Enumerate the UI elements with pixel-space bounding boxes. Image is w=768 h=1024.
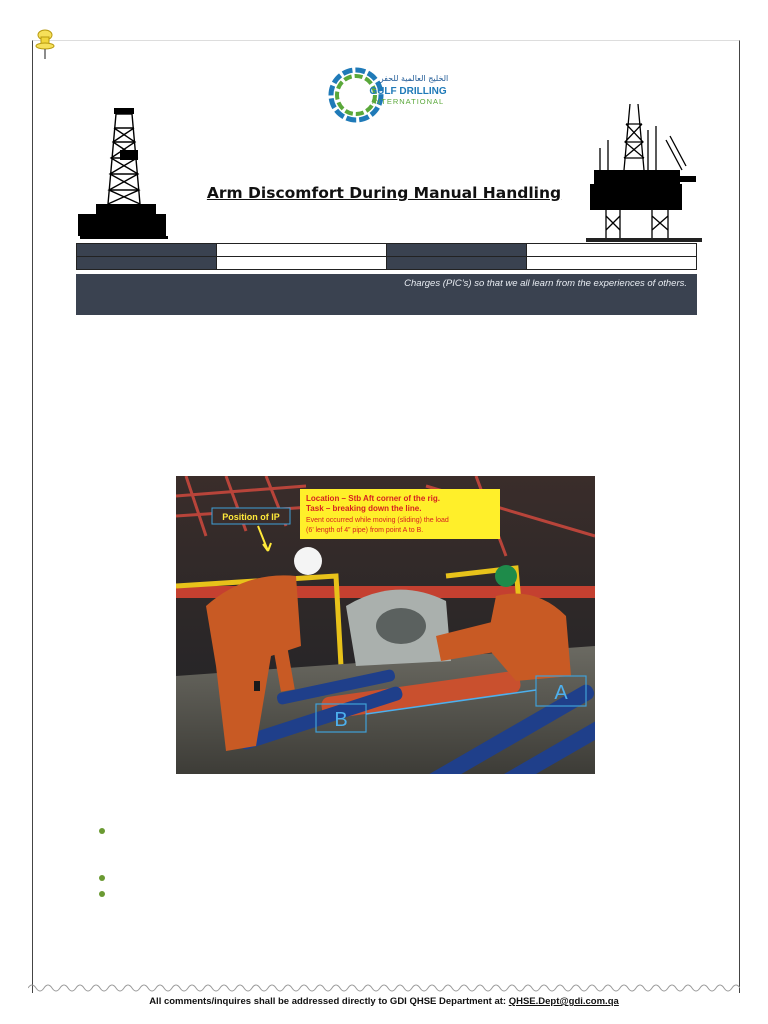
table-header-cell [77, 257, 217, 270]
incident-info-table [76, 243, 697, 270]
pushpin-icon [34, 28, 56, 60]
logo-ring-icon [326, 64, 456, 126]
footer-text: All comments/inquires shall be addressed directly to GDI QHSE Department at: [149, 996, 509, 1007]
incident-photo [176, 476, 595, 774]
table-value-cell [217, 244, 387, 257]
table-header-cell [386, 244, 526, 257]
table-value-cell [527, 257, 697, 270]
footer-email-link[interactable]: QHSE.Dept@gdi.com.qa [508, 996, 619, 1007]
drilling-rig-illustration [76, 108, 172, 240]
callout-line-4: (6’ length of 4” pipe) from point A to B. [306, 527, 424, 534]
bullet-point [99, 828, 105, 834]
table-header-cell [77, 244, 217, 257]
footer-contact [0, 996, 768, 1007]
page-edge-divider [28, 982, 740, 994]
point-b-label: B [334, 709, 348, 731]
intro-banner [76, 274, 697, 315]
logo-name-line2: INTERNATIONAL [371, 97, 445, 106]
bullet-point [99, 875, 105, 881]
table-row [77, 244, 697, 257]
point-a-label: A [554, 682, 568, 704]
callout-line-1: Location – Stb Aft corner of the rig. [306, 494, 440, 503]
incident-scene-illustration [176, 476, 595, 774]
callout-line-2: Task – breaking down the line. [306, 504, 422, 513]
bullet-point [99, 891, 105, 897]
table-row [77, 257, 697, 270]
document-title: Arm Discomfort During Manual Handling [206, 184, 562, 202]
table-value-cell [527, 244, 697, 257]
position-of-ip-label: Position of IP [222, 512, 280, 522]
table-value-cell [217, 257, 387, 270]
company-logo [326, 64, 456, 126]
logo-name-line1: GULF DRILLING [369, 86, 447, 97]
banner-text: Charges (PIC’s) so that we all learn from the experiences of others. [404, 278, 687, 289]
callout-line-3: Event occurred while moving (sliding) the load [306, 517, 449, 524]
offshore-rig-illustration [586, 100, 702, 242]
logo-arabic: الخليج العالمية للحفر [379, 74, 449, 83]
table-header-cell [386, 257, 526, 270]
